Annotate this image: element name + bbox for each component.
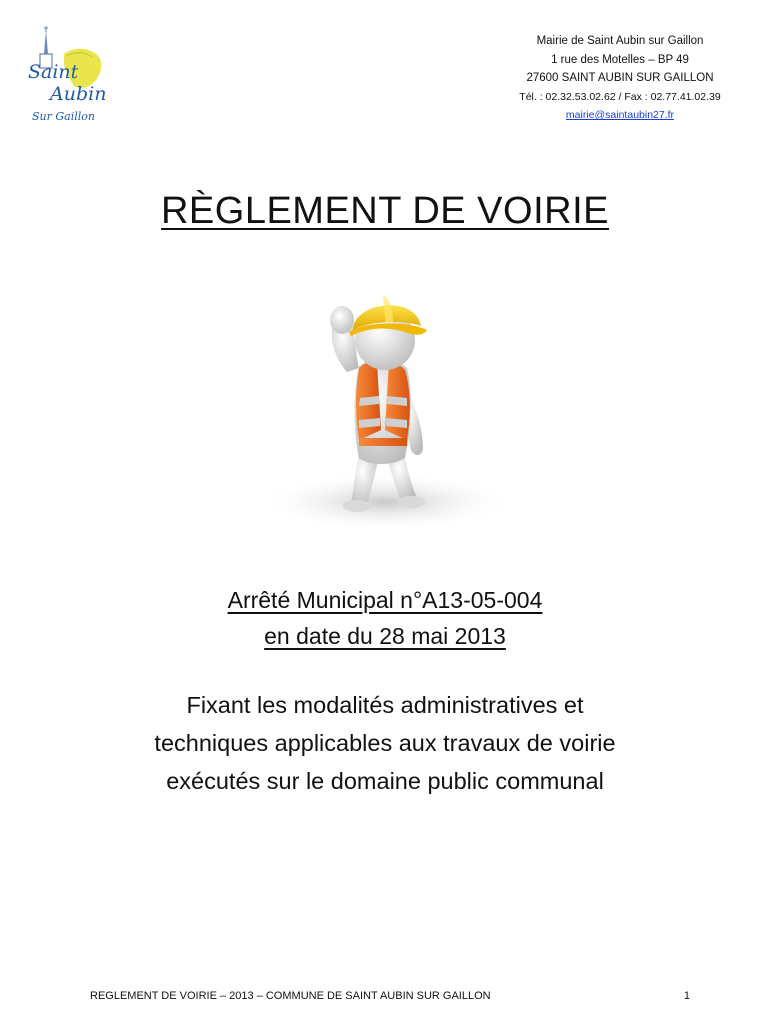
decree-number xyxy=(0,582,770,618)
address-block xyxy=(450,32,770,125)
email-link[interactable]: mairie@saintaubin27.fr xyxy=(565,109,675,121)
construction-worker-illustration xyxy=(255,280,517,532)
footer-text: REGLEMENT DE VOIRIE – 2013 – COMMUNE DE SAINT AUBIN SUR GAILLON xyxy=(90,990,491,1002)
logo-line1: Saint xyxy=(28,61,79,83)
address-line-3: 27600 SAINT AUBIN SUR GAILLON xyxy=(526,72,714,84)
description-line-1: Fixant les modalités administratives et xyxy=(186,692,584,718)
decree-date-text: en date du 28 mai 2013 xyxy=(264,623,506,649)
address-line-1: Mairie de Saint Aubin sur Gaillon xyxy=(536,35,704,47)
document-title-text: RÈGLEMENT DE VOIRIE xyxy=(160,190,609,232)
description-block xyxy=(0,686,770,800)
decree-number-text: Arrêté Municipal n°A13-05-004 xyxy=(227,587,543,613)
construction-worker-icon xyxy=(255,280,517,532)
page-number: 1 xyxy=(683,990,690,1002)
address-phone-fax: Tél. : 02.32.53.02.62 / Fax : 02.77.41.02.39 xyxy=(519,90,721,103)
decree-date xyxy=(0,618,770,654)
logo-line2: Aubin xyxy=(50,83,107,105)
logo-line3: Sur Gaillon xyxy=(32,110,95,123)
decree-block xyxy=(0,582,770,654)
municipality-logo xyxy=(20,24,112,128)
page-footer xyxy=(90,990,690,1002)
document-title xyxy=(0,190,770,233)
description-line-2: techniques applicables aux travaux de voirie xyxy=(154,730,616,756)
address-line-2: 1 rue des Motelles – BP 49 xyxy=(551,53,689,66)
description-line-3: exécutés sur le domaine public communal xyxy=(166,768,604,794)
logo-graphic xyxy=(20,24,112,128)
